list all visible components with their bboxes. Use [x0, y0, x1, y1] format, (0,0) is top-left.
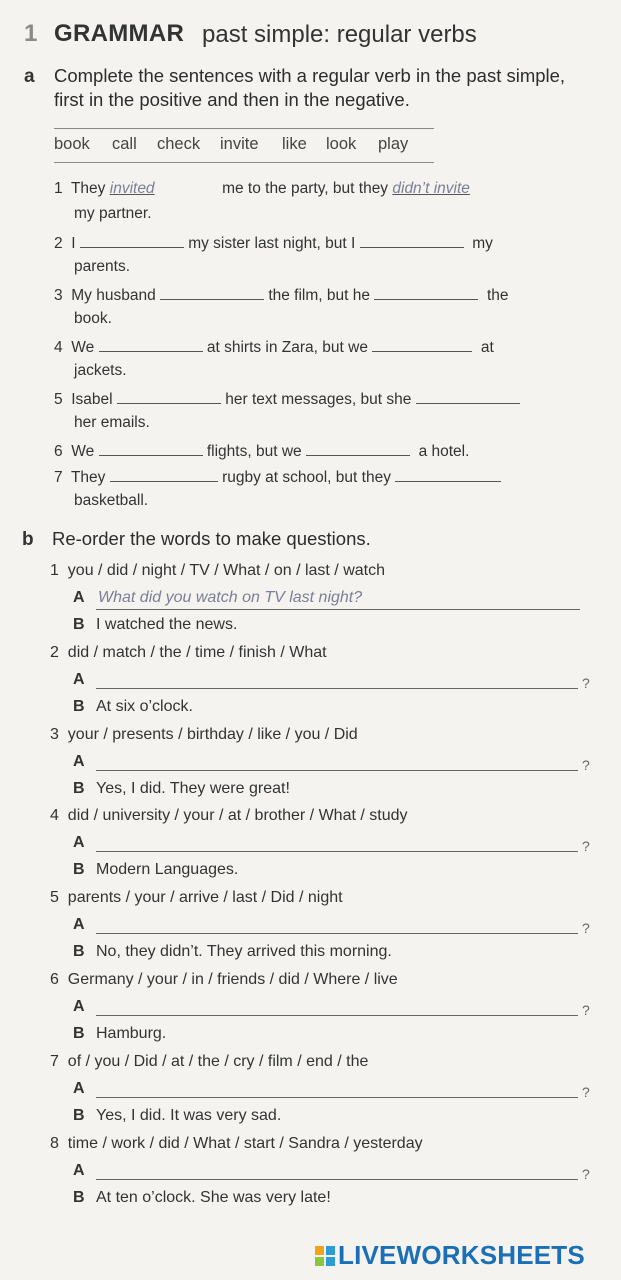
word-invite: invite — [220, 135, 259, 153]
b-item-5-label-b: B — [73, 943, 85, 960]
blank-4b[interactable] — [372, 337, 472, 352]
b-item-1-label-a: A — [73, 589, 85, 606]
a-item-4: 4 We at shirts in Zara, but we at — [54, 339, 494, 356]
a-item-5-cont: her emails. — [74, 414, 150, 431]
b-item-2-answer-blank[interactable] — [96, 688, 578, 689]
word-play: play — [378, 135, 409, 153]
b-item-6-reply: Hamburg. — [96, 1025, 167, 1042]
b-item-6-label-a: A — [73, 998, 85, 1015]
b-item-8-words: 8 time / work / did / What / start / Sandra / yesterday — [50, 1135, 423, 1152]
b-item-7-question-mark: ? — [582, 1084, 590, 1100]
b-item-4-reply: Modern Languages. — [96, 861, 239, 878]
b-item-8-answer-blank[interactable] — [96, 1179, 578, 1180]
word-box-bottom-rule — [54, 162, 434, 163]
blank-5b[interactable] — [416, 389, 520, 404]
b-item-3-words: 3 your / presents / birthday / like / you / Did — [50, 726, 358, 743]
a-item-1: 1 They invited me to the party, but they didn’t invite — [54, 180, 496, 198]
b-item-5-question-mark: ? — [582, 920, 590, 936]
blank-3a[interactable] — [160, 285, 264, 300]
blank-7a[interactable] — [110, 467, 218, 482]
b-item-5-answer-blank[interactable] — [96, 933, 578, 934]
word-book: book — [54, 135, 90, 153]
a-item-1-cont: my partner. — [74, 205, 152, 222]
b-item-1-answer-line — [96, 609, 580, 610]
b-item-3-reply: Yes, I did. They were great! — [96, 780, 290, 797]
answer-didnt-invite: didn’t invite — [392, 180, 470, 197]
logo-text: LIVEWORKSHEETS — [338, 1240, 585, 1270]
b-item-6-answer-blank[interactable] — [96, 1015, 578, 1016]
b-item-3-label-a: A — [73, 753, 85, 770]
b-item-7-words: 7 of / you / Did / at / the / cry / film / end / the — [50, 1053, 369, 1070]
section-title: GRAMMAR — [54, 20, 185, 47]
b-item-1-reply: I watched the news. — [96, 616, 238, 633]
a-item-5: 5 Isabel her text messages, but she — [54, 389, 520, 409]
b-item-5-words: 5 parents / your / arrive / last / Did / night — [50, 889, 343, 906]
b-item-7-label-a: A — [73, 1080, 85, 1097]
section-a-letter: a — [24, 66, 35, 87]
b-item-8-label-a: A — [73, 1162, 85, 1179]
section-b-instruction: Re-order the words to make questions. — [52, 528, 371, 549]
a-item-7-cont: basketball. — [74, 492, 149, 509]
word-check: check — [157, 135, 201, 153]
a-item-2-cont: parents. — [74, 258, 131, 275]
b-item-7-answer-blank[interactable] — [96, 1097, 578, 1098]
b-item-3-label-b: B — [73, 780, 85, 797]
a-item-2: 2 I my sister last night, but I my — [54, 235, 493, 252]
b-item-2-question-mark: ? — [582, 675, 590, 691]
b-item-1-words: 1 you / did / night / TV / What / on / last / watch — [50, 562, 385, 579]
blank-4a[interactable] — [99, 337, 203, 352]
b-item-6-words: 6 Germany / your / in / friends / did / Where / live — [50, 971, 398, 988]
exercise-number: 1 — [24, 20, 38, 47]
b-item-4-answer-blank[interactable] — [96, 851, 578, 852]
answer-invited: invited — [109, 180, 155, 197]
b-item-3-question-mark: ? — [582, 757, 590, 773]
section-a-instruction: Complete the sentences with a regular verb in the past simple, first in the positive and then in the negative. — [54, 65, 566, 110]
b-item-1-label-b: B — [73, 616, 85, 633]
b-item-8-reply: At ten o’clock. She was very late! — [96, 1189, 331, 1206]
word-like: like — [282, 135, 307, 153]
b-item-8-question-mark: ? — [582, 1166, 590, 1182]
b-item-3-answer-blank[interactable] — [96, 770, 578, 771]
blank-6b[interactable] — [306, 441, 410, 456]
liveworksheets-logo — [314, 1240, 585, 1271]
a-item-3: 3 My husband the film, but he the — [54, 287, 509, 304]
b-item-4-label-a: A — [73, 834, 85, 851]
b-item-6-question-mark: ? — [582, 1002, 590, 1018]
b-item-2-words: 2 did / match / the / time / finish / What — [50, 644, 327, 661]
section-subtitle: past simple: regular verbs — [202, 21, 477, 48]
blank-2b[interactable] — [360, 233, 464, 248]
blank-3b[interactable] — [374, 285, 478, 300]
b-item-5-label-a: A — [73, 916, 85, 933]
b-item-1-answer: What did you watch on TV last night? — [98, 589, 363, 606]
b-item-7-label-b: B — [73, 1107, 85, 1124]
a-item-6: 6 We flights, but we a hotel. — [54, 443, 470, 460]
b-item-7-reply: Yes, I did. It was very sad. — [96, 1107, 282, 1124]
section-b-letter: b — [22, 529, 34, 550]
logo-icon — [314, 1245, 336, 1267]
blank-5a[interactable] — [117, 389, 221, 404]
b-item-5-reply: No, they didn’t. They arrived this morning. — [96, 943, 392, 960]
b-item-8-label-b: B — [73, 1189, 85, 1206]
word-look: look — [326, 135, 357, 153]
b-item-6-label-b: B — [73, 1025, 85, 1042]
a-item-4-cont: jackets. — [74, 362, 127, 379]
b-item-4-words: 4 did / university / your / at / brother / What / study — [50, 807, 408, 824]
b-item-2-label-a: A — [73, 671, 85, 688]
a-item-7: 7 They rugby at school, but they — [54, 467, 501, 487]
b-item-4-question-mark: ? — [582, 838, 590, 854]
word-call: call — [112, 135, 137, 153]
b-item-4-label-b: B — [73, 861, 85, 878]
b-item-2-label-b: B — [73, 698, 85, 715]
a-item-3-cont: book. — [74, 310, 112, 327]
blank-2a[interactable] — [80, 233, 184, 248]
b-item-2-reply: At six o’clock. — [96, 698, 193, 715]
blank-7b[interactable] — [395, 467, 501, 482]
blank-6a[interactable] — [99, 441, 203, 456]
word-box-top-rule — [54, 128, 434, 129]
